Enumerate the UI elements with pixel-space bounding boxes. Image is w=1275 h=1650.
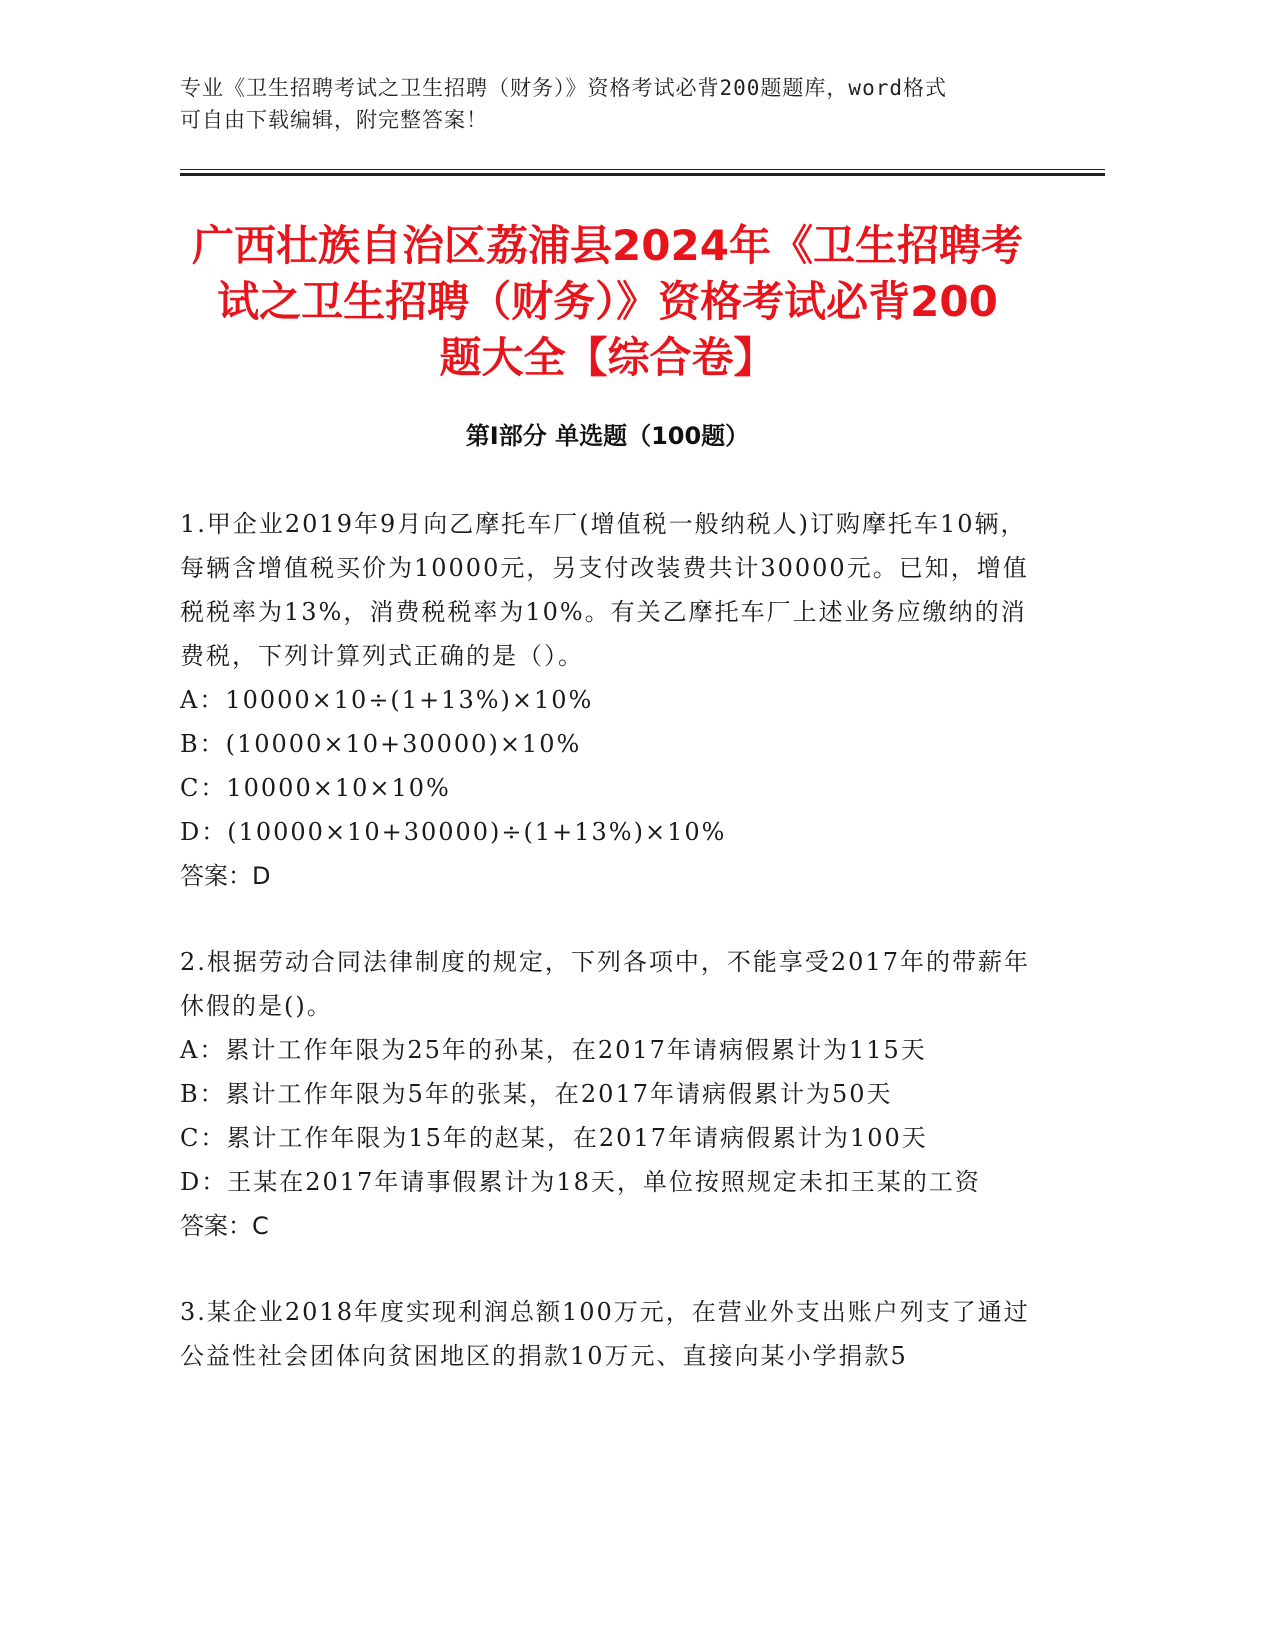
option-c: C：10000×10×10% [180,774,451,802]
question-stem: 3.某企业2018年度实现利润总额100万元，在营业外支出账户列支了通过公益性社会团体向贫困地区的捐款10万元、直接向某小学捐款5 [180,1298,1030,1370]
option-b: B：累计工作年限为5年的张某，在2017年请病假累计为50天 [180,1080,893,1108]
question-stem: 1.甲企业2019年9月向乙摩托车厂(增值税一般纳税人)订购摩托车10辆，每辆含增值税买价为10000元，另支付改装费共计30000元。已知，增值税税率为13%，消费税税率为10%。有关乙摩托车厂上述业务应缴纳的消费税，下列计算列式正确的是（）。 [180,510,1029,670]
option-d: D：王某在2017年请事假累计为18天，单位按照规定未扣王某的工资 [180,1168,981,1196]
option-c: C：累计工作年限为15年的赵某，在2017年请病假累计为100天 [180,1124,928,1152]
answer: 答案：D [180,862,271,890]
section-title: 第Ⅰ部分 单选题（100题） [465,422,750,450]
question-list [180,502,1040,1420]
answer: 答案：C [180,1212,269,1240]
question-2 [180,940,1040,1248]
header-rule-thin [180,169,1105,170]
header-note-line-1: 专业《卫生招聘考试之卫生招聘（财务）》资格考试必背200题题库，word格式 [180,76,947,100]
header-note-line-2: 可自由下载编辑，附完整答案！ [180,108,488,132]
document-title-line-3: 题大全【综合卷】 [439,333,776,382]
question-1 [180,502,1040,898]
document-title-line-1: 广西壮族自治区荔浦县2024年《卫生招聘考 [192,221,1023,270]
document-title-line-2: 试之卫生招聘（财务）》资格考试必背200 [217,277,998,326]
document-title [180,218,1035,386]
option-a: A：累计工作年限为25年的孙某，在2017年请病假累计为115天 [180,1036,927,1064]
option-a: A：10000×10÷(1+13%)×10% [180,686,594,714]
option-b: B：(10000×10+30000)×10% [180,730,582,758]
option-d: D：(10000×10+30000)÷(1+13%)×10% [180,818,727,846]
header-note [180,72,1040,136]
header-rule-thick [180,173,1105,176]
question-stem: 2.根据劳动合同法律制度的规定，下列各项中，不能享受2017年的带薪年休假的是()。 [180,948,1030,1020]
question-3 [180,1290,1040,1378]
